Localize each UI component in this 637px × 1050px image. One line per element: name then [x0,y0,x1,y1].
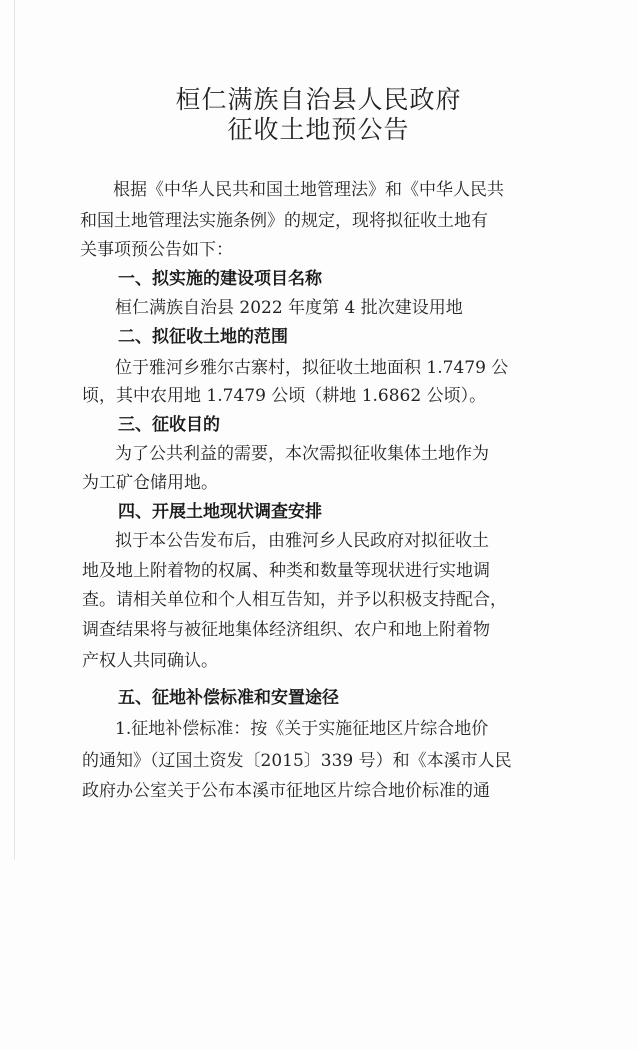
section2-line-2: 顷，其中农用地 1.7479 公顷（耕地 1.6862 公顷）。 [82,386,487,406]
document-title-line2: 征收土地预公告 [227,115,410,144]
section5-line-1: 1.征地补偿标准：按《关于实施征地区片综合地价 [115,719,489,739]
section5-line-2: 的通知》（辽国土资发〔2015〕339 号）和《本溪市人民 [82,751,512,771]
section3-line-1: 为了公共利益的需要，本次需拟征收集体土地作为 [115,444,489,464]
document-title-line1: 桓仁满族自治县人民政府 [175,85,462,114]
section3-heading: 三、征收目的 [118,415,220,435]
section4-line-4: 调查结果将与被征地集体经济组织、农户和地上附着物 [82,620,490,640]
section4-heading: 四、开展土地现状调查安排 [118,502,322,522]
intro-line-1: 根据《中华人民共和国土地管理法》和《中华人民共 [113,180,504,200]
section1-line-1: 桓仁满族自治县 2022 年度第 4 批次建设用地 [115,298,463,318]
section4-line-3: 查。请相关单位和个人相互告知，并予以积极支持配合， [82,590,507,610]
section2-heading: 二、拟征收土地的范围 [118,327,288,347]
intro-line-3: 关事项预公告如下： [80,240,233,260]
section3-line-2: 为工矿仓储用地。 [82,473,218,493]
section2-line-1: 位于雅河乡雅尔古寨村，拟征收土地面积 1.7479 公 [115,358,509,378]
section5-heading: 五、征地补偿标准和安置途径 [118,688,339,708]
section4-line-2: 地及地上附着物的权属、种类和数量等现状进行实地调 [82,561,490,581]
section5-line-3: 政府办公室关于公布本溪市征地区片综合地价标准的通 [82,781,490,801]
section4-line-1: 拟于本公告发布后，由雅河乡人民政府对拟征收土 [115,531,489,551]
intro-line-2: 和国土地管理法实施条例》的规定，现将拟征收土地有 [80,211,488,231]
section1-heading: 一、拟实施的建设项目名称 [118,269,322,289]
section4-line-5: 产权人共同确认。 [82,651,218,671]
